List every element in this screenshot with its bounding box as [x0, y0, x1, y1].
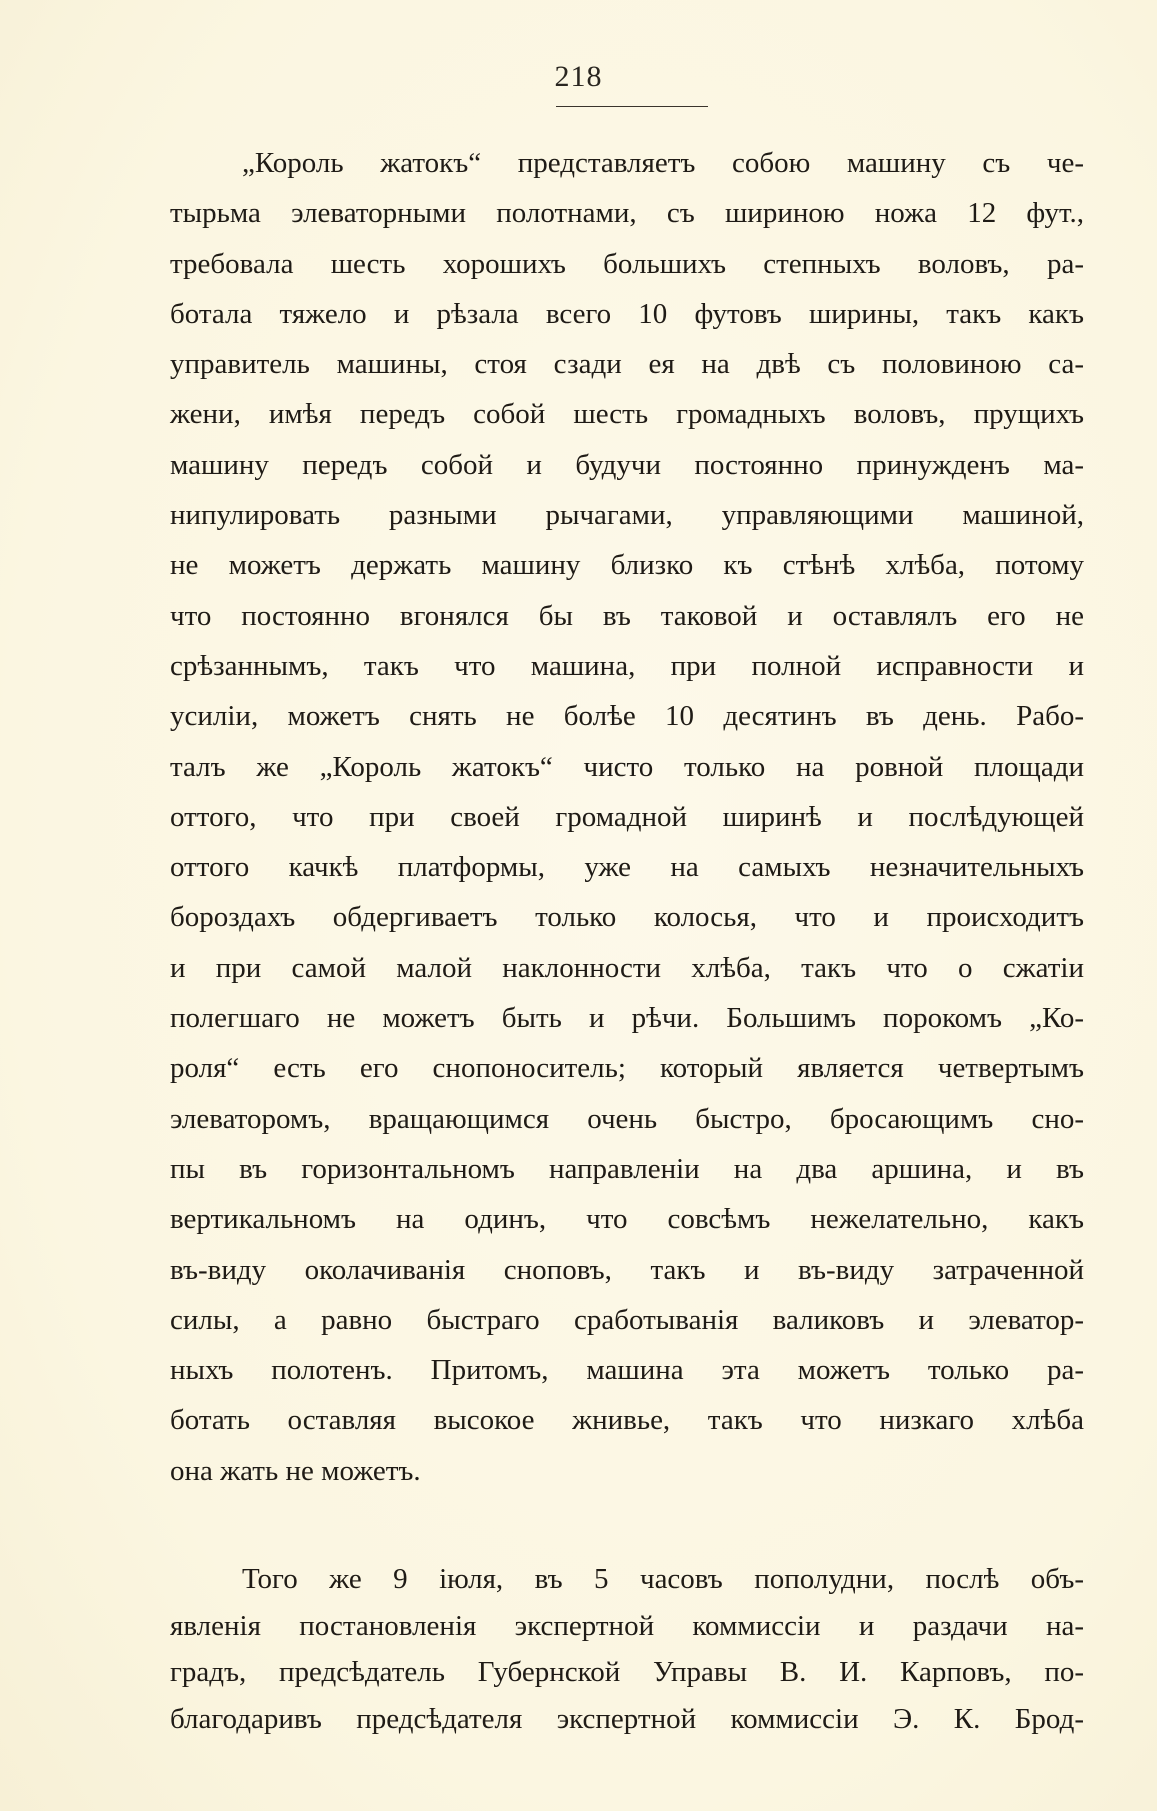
text-line: ныхъ полотенъ. Притомъ, машина эта можетъ только ра- — [170, 1354, 1084, 1387]
text-line: тырьма элеваторными полотнами, съ шириною ножа 12 фут., — [170, 197, 1084, 230]
text-line: оттого качкѣ платформы, уже на самыхъ незначительныхъ — [170, 851, 1084, 884]
page-number: 218 — [554, 60, 603, 93]
text-line: благодаривъ предсѣдателя экспертной коммиссiи Э. К. Брод- — [170, 1702, 1084, 1735]
text-line: ботать оставляя высокое жнивье, такъ что низкаго хлѣба — [170, 1404, 1084, 1437]
text-line: явленiя постановленiя экспертной коммиссiи и раздачи на- — [170, 1609, 1084, 1642]
text-line: роля“ есть его снопоноситель; который является четвертымъ — [170, 1052, 1084, 1085]
text-line: усилiи, можетъ снять не болѣе 10 десятинъ въ день. Рабо- — [170, 700, 1084, 733]
text-line: управитель машины, стоя сзади ея на двѣ съ половиною са- — [170, 348, 1084, 381]
body-text — [170, 138, 1084, 1742]
paragraph-2 — [170, 1556, 1084, 1742]
text-line: вертикальномъ на одинъ, что совсѣмъ нежелательно, какъ — [170, 1203, 1084, 1236]
page-header — [0, 60, 1157, 94]
text-line: требовала шесть хорошихъ большихъ степныхъ воловъ, ра- — [170, 247, 1084, 280]
text-line: не можетъ держать машину близко къ стѣнѣ хлѣба, потому — [170, 549, 1084, 582]
text-line: въ-виду околачиванiя сноповъ, такъ и въ-виду затраченной — [170, 1253, 1084, 1286]
paragraph-1 — [170, 138, 1084, 1496]
text-line: талъ же „Король жатокъ“ чисто только на ровной площади — [170, 750, 1084, 783]
text-line: Того же 9 iюля, въ 5 часовъ пополудни, послѣ объ- — [242, 1563, 1084, 1596]
text-line: она жать не можетъ. — [170, 1454, 421, 1487]
header-rule — [556, 106, 708, 107]
text-line: силы, а равно быстраго сработыванiя валиковъ и элеватор- — [170, 1303, 1084, 1336]
text-line: оттого, что при своей громадной ширинѣ и послѣдующей — [170, 800, 1084, 833]
text-line: срѣзаннымъ, такъ что машина, при полной исправности и — [170, 649, 1084, 682]
text-line: жени, имѣя передъ собой шесть громадныхъ воловъ, прущихъ — [170, 398, 1084, 431]
text-line: и при самой малой наклонности хлѣба, такъ что о сжатiи — [170, 951, 1084, 984]
text-line: бороздахъ обдергиваетъ только колосья, что и происходитъ — [170, 901, 1084, 934]
text-line: пы въ горизонтальномъ направленiи на два аршина, и въ — [170, 1152, 1084, 1185]
text-line: полегшаго не можетъ быть и рѣчи. Большимъ порокомъ „Ко- — [170, 1002, 1084, 1035]
text-line: элеваторомъ, вращающимся очень быстро, бросающимъ сно- — [170, 1102, 1084, 1135]
text-line: градъ, предсѣдатель Губернской Управы В. И. Карповъ, по- — [170, 1656, 1084, 1689]
text-line: „Король жатокъ“ представляетъ собою машину съ че- — [242, 147, 1084, 179]
paragraph-gap — [170, 1496, 1084, 1556]
text-line: нипулировать разными рычагами, управляющими машиной, — [170, 499, 1084, 532]
text-line: машину передъ собой и будучи постоянно принужденъ ма- — [170, 448, 1084, 481]
text-line: что постоянно вгонялся бы въ таковой и оставлялъ его не — [170, 599, 1084, 632]
text-line: ботала тяжело и рѣзала всего 10 футовъ ширины, такъ какъ — [170, 297, 1084, 330]
